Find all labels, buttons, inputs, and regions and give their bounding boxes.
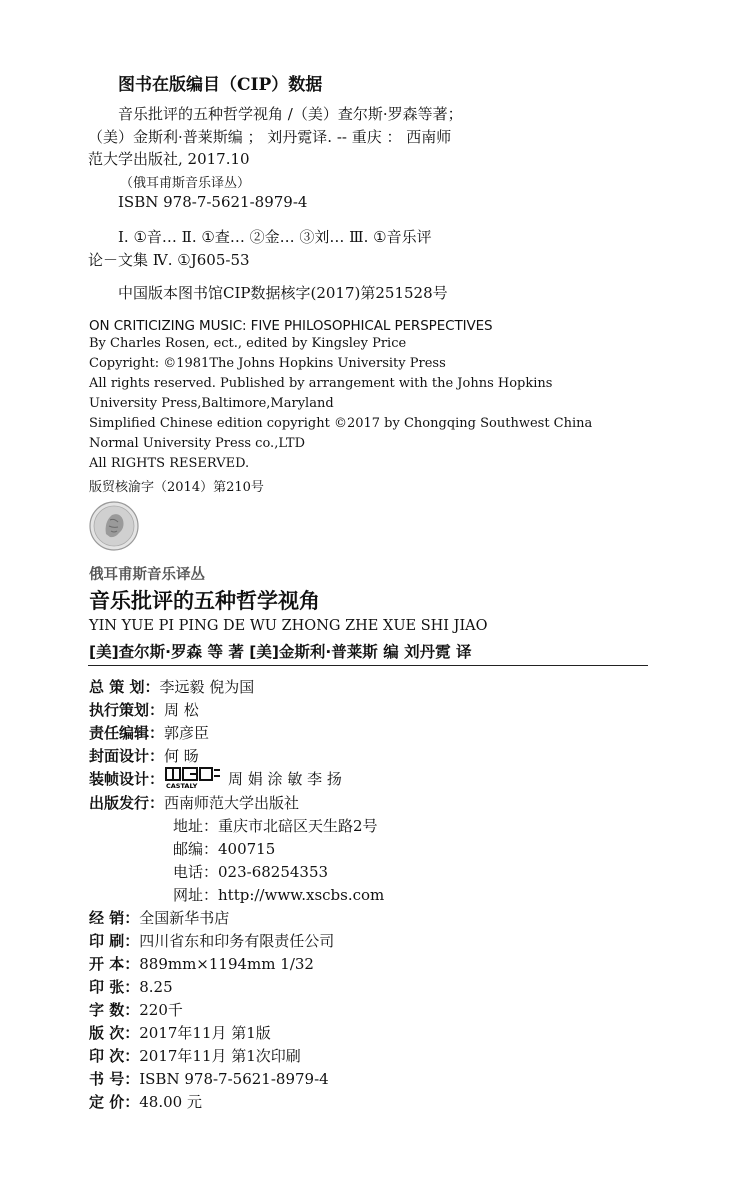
credit-label: 书 号： [89,1070,140,1088]
credit-sheets [89,976,173,997]
credit-impression [89,1045,301,1066]
publisher-website: 网址：http://www.xscbs.com [173,886,385,904]
book-title-pinyin: YIN YUE PI PING DE WU ZHONG ZHE XUE SHI JIAO [89,618,488,634]
credit-value: 2017年11月 第1版 [139,1024,271,1042]
cip-series: （俄耳甫斯音乐译丛） [120,176,251,191]
credit-value: ISBN 978-7-5621-8979-4 [139,1070,329,1088]
credit-label: 版 次： [89,1024,140,1042]
credit-value: 郭彦臣 [164,724,210,742]
copyright-line: Copyright: ©1981The Johns Hopkins University Press [89,356,446,371]
credit-publisher [89,792,299,813]
divider [88,665,648,666]
publisher-phone: 电话：023-68254353 [173,863,329,881]
credit-edition [89,1022,271,1043]
credit-distributor [89,907,229,928]
credit-label: 印 张： [89,978,140,996]
cip-isbn: ISBN 978-7-5621-8979-4 [118,193,308,211]
series-name: 俄耳甫斯音乐译丛 [89,566,205,583]
book-title: 音乐批评的五种哲学视角 [89,589,320,613]
castaly-logo-icon [164,766,222,794]
credit-value: 2017年11月 第1次印刷 [139,1047,301,1065]
credit-value: 李远毅 倪为国 [159,678,255,696]
credit-label: 装帧设计： [89,770,165,788]
copyright-line: All rights reserved. Published by arrangement with the Johns Hopkins [89,376,553,391]
book-authors: [美]查尔斯·罗森 等 著 [美]金斯利·普莱斯 编 刘丹霓 译 [89,643,472,661]
credit-label: 字 数： [89,1001,140,1019]
cip-approval-number: 中国版本图书馆CIP数据核字(2017)第251528号 [118,284,448,302]
cip-classification-1: Ⅰ. ①音… Ⅱ. ①查… ②金… ③刘… Ⅲ. ①音乐评 [118,228,432,246]
cip-classification-2: 论－文集 Ⅳ. ①J605-53 [88,251,250,269]
credit-value: 48.00 元 [139,1093,202,1111]
credit-label: 经 销： [89,909,140,927]
credit-value: 周 松 [164,701,199,719]
copyright-line: By Charles Rosen, ect., edited by Kingsley Price [89,336,407,351]
credit-printer [89,930,334,951]
credit-value: 8.25 [139,978,173,996]
cip-heading: 图书在版编目（CIP）数据 [118,75,323,95]
credit-isbn [89,1068,329,1089]
original-title: ON CRITICIZING MUSIC: FIVE PHILOSOPHICAL PERSPECTIVES [89,318,493,334]
castaly-logo-text: CASTALY [166,782,198,790]
credit-value: 220千 [139,1001,183,1019]
copyright-line: University Press,Baltimore,Maryland [89,396,334,411]
credit-label: 责任编辑： [89,724,165,742]
credit-cover-design [89,745,199,766]
credit-label: 开 本： [89,955,140,973]
publisher-postcode: 邮编：400715 [173,840,276,858]
credit-label: 出版发行： [89,794,165,812]
credit-binding-design [89,766,342,794]
credit-value: 何 旸 [164,747,199,765]
credit-label: 定 价： [89,1093,140,1111]
credit-value: 全国新华书店 [139,909,230,927]
publisher-address: 地址：重庆市北碚区天生路2号 [173,817,378,835]
cip-line-3: 范大学出版社, 2017.10 [88,150,250,168]
orpheus-logo-icon [88,500,140,552]
copyright-line: Simplified Chinese edition copyright ©2017 by Chongqing Southwest China [89,416,593,431]
credit-label: 印 次： [89,1047,140,1065]
copyright-line: All RIGHTS RESERVED. [89,456,250,471]
credit-value: 周 娟 涂 敏 李 扬 [228,770,342,788]
credit-value: 四川省东和印务有限责任公司 [139,932,335,950]
credit-label: 执行策划： [89,701,165,719]
credit-format [89,953,314,974]
credit-label: 印 刷： [89,932,140,950]
cip-line-1: 音乐批评的五种哲学视角 /（美）查尔斯·罗森等著； [118,105,463,123]
credit-label: 封面设计： [89,747,165,765]
copyright-registration: 版贸核渝字（2014）第210号 [89,480,264,495]
credit-value: 889mm×1194mm 1/32 [139,955,314,973]
credit-value: 西南师范大学出版社 [164,794,300,812]
cip-line-2: （美）金斯利·普莱斯编 ； 刘丹霓译. -- 重庆 ： 西南师 [88,128,452,146]
credit-planner [89,676,254,697]
copyright-line: Normal University Press co.,LTD [89,436,305,451]
credit-word-count [89,999,183,1020]
credit-executive-planner [89,699,199,720]
credit-label: 总 策 划： [89,678,160,696]
credit-price [89,1091,202,1112]
credit-editor [89,722,209,743]
